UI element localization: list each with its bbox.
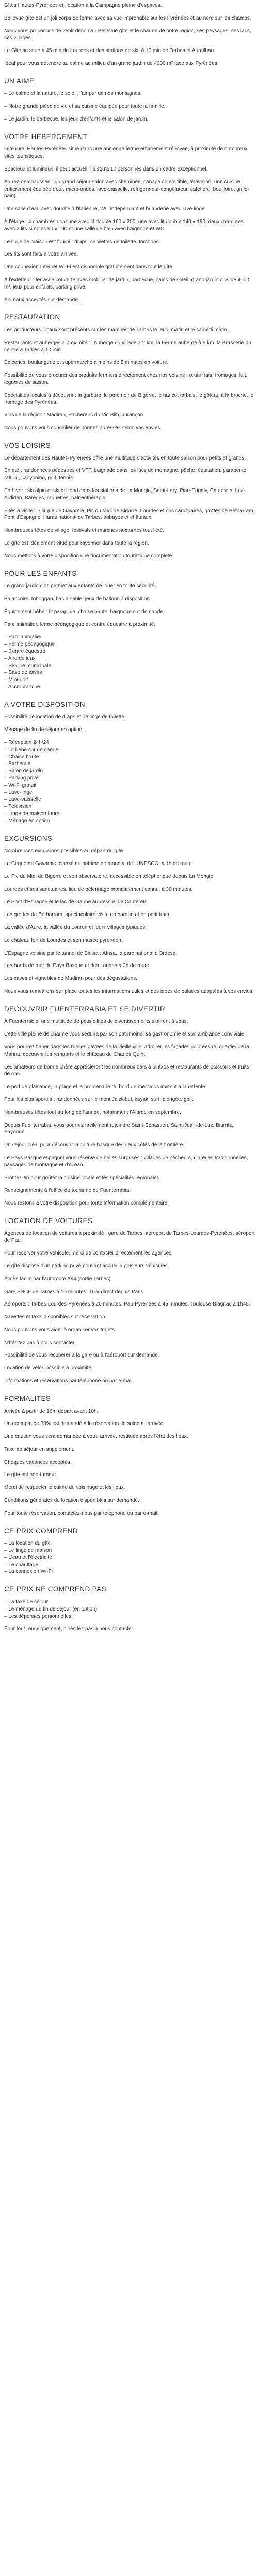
section-paragraph: Spacieux et lumineux, il peut accueillir jusqu'à 10 personnes dans un cadre exceptionnel. — [4, 166, 208, 173]
section-paragraph: Les lits sont faits à votre arrivée. — [4, 251, 78, 258]
section-paragraph: Parc animalier, ferme pédagogique et centre équestre à proximité. — [4, 621, 155, 628]
section-paragraph: Pour réserver votre véhicule, merci de contacter directement les agences. — [4, 1250, 173, 1257]
section-paragraph: – Notre grande pièce de vie et sa cuisine équipée pour toute la famille. — [4, 104, 166, 110]
list-item: – Wi-Fi gratuit — [4, 782, 255, 789]
list-item: – Le chauffage — [4, 1562, 255, 1569]
section-paragraph: Une connexion Internet Wi-Fi est disponible gratuitement dans tout le gîte. — [4, 264, 174, 270]
section-paragraph: Une caution vous sera demandée à votre arrivée, restituée après l'état des lieux. — [4, 1434, 188, 1440]
intro-paragraph: Nous vous proposons de venir découvrir Bellevue gîte et le charme de notre région, ses paysages, ses lacs, ses villages. — [4, 28, 251, 41]
section-title: UN AIME — [4, 77, 35, 85]
list-item: – Ménage en option — [4, 818, 255, 825]
section-formalites — [4, 1394, 255, 1517]
section-paragraph: Le château fort de Lourdes et son musée pyrénéen. — [4, 937, 123, 943]
section-paragraph: Le grand jardin clos permet aux enfants de jouer en toute sécurité. — [4, 583, 156, 589]
section-paragraph: La vallée d'Aure, la vallée du Louron et leurs villages typiques. — [4, 924, 147, 930]
section-pour-les-enfants — [4, 569, 255, 691]
list-item: – Barbecue — [4, 760, 255, 768]
section-paragraph: Restaurants et auberges à proximité : l'Auberge du village à 2 km, la Ferme auberge à 5 km, la Brasserie du centre à Tarbes à 10 min. — [4, 340, 251, 353]
section-list — [4, 1540, 255, 1575]
intro-paragraph: Bellevue gîte est un joli corps de ferme avec sa vue imprenable sur les Pyrénées et au nord sur les champs. — [4, 15, 251, 21]
section-paragraph: Gare SNCF de Tarbes à 10 minutes, TGV direct depuis Paris. — [4, 1289, 145, 1295]
section-paragraph: Le département des Hautes-Pyrénées offre une multitude d'activités en toute saison pour petits et grands. — [4, 455, 246, 461]
section-paragraph: Épiceries, boulangerie et supermarché à moins de 5 minutes en voiture. — [4, 360, 169, 366]
section-title: EXCURSIONS — [4, 834, 53, 842]
list-item: – Accrobranche — [4, 684, 255, 691]
section-paragraph: Possibilité de vous procurer des produits fermiers directement chez nos voisins : œufs frais, fromages, lait, légumes de saison. — [4, 372, 248, 385]
section-paragraph: Nous restons à votre disposition pour toute information complémentaire. — [4, 1200, 169, 1207]
section-title: RESTAURATION — [4, 313, 60, 321]
closing-paragraph: Pour tout renseignement, n'hésitez pas à nous contacter. — [4, 1626, 135, 1632]
section-paragraph: Nombreuses fêtes de village, festivals et marchés nocturnes tout l'été. — [4, 528, 164, 534]
section-paragraph: – Le calme et la nature, le soleil, l'air pur de nos montagnes. — [4, 91, 142, 97]
section-paragraph: Vous pourrez flâner dans les ruelles pavées de la vieille ville, admirer les façades colorées du quartier de la Marina, découvrir les remparts et le château de Charles Quint. — [4, 1044, 249, 1057]
section-paragraph: Nous vous remettrons sur place toutes les informations utiles et des idées de balades adaptées à vos envies. — [4, 988, 254, 994]
section-paragraph: Nous mettons à votre disposition une documentation touristique complète. — [4, 553, 173, 559]
section-paragraph: Nombreuses excursions possibles au départ du gîte. — [4, 848, 124, 854]
list-item: – Base de loisirs — [4, 669, 255, 676]
list-item: – Linge de maison fourni — [4, 810, 255, 818]
list-item: – Parking privé — [4, 775, 255, 782]
section-paragraph: Les amateurs de bonne chère apprécieront les nombreux bars à pintxos et restaurants de poissons et fruits de mer. — [4, 1064, 249, 1077]
list-item: – L'eau et l'électricité — [4, 1554, 255, 1562]
section-title: VOS LOISIRS — [4, 441, 51, 449]
section-paragraph: À l'extérieur : terrasse couverte avec mobilier de jardin, barbecue, bains de soleil, grand jardin clos de 4000 m², jeux pour enfants, parking privé. — [4, 277, 249, 290]
list-item: – Salon de jardin — [4, 768, 255, 775]
section-paragraph: Le port de plaisance, la plage et la promenade du bord de mer vous invitent à la détente. — [4, 1084, 207, 1090]
section-paragraph: Au rez-de-chaussée : un grand séjour-salon avec cheminée, canapé convertible, télévision, une cuisine entièrement équipée (four, micro-ondes, lave-vaisselle, réfrigérateur-congélateur, cafetière, bouilloire, grille-pain). — [4, 179, 249, 199]
section-paragraph: Un acompte de 30% est demandé à la réservation, le solde à l'arrivée. — [4, 1421, 165, 1427]
section-paragraph: L'Espagne voisine par le tunnel de Bielsa : Aínsa, le parc national d'Ordesa. — [4, 950, 178, 956]
section-paragraph: Depuis Fuenterrabia, vous pourrez facilement rejoindre Saint-Sébastien, Saint-Jean-de-Luz, Biarritz, Bayonne. — [4, 1122, 234, 1136]
section-paragraph: Aéroports : Tarbes-Lourdes-Pyrénées à 20 minutes, Pau-Pyrénées à 45 minutes, Toulouse-Blagnac à 1h45. — [4, 1301, 250, 1308]
intro-paragraph: Idéal pour vous détendre au calme au milieu d'un grand jardin de 4000 m² face aux Pyrénées. — [4, 60, 219, 66]
section-paragraph: Balançoire, toboggan, bac à sable, jeux de ballons à disposition. — [4, 596, 151, 602]
list-item: – Centre équestre — [4, 648, 255, 655]
section-paragraph: Le Pont d'Espagne et le lac de Gaube au-dessus de Cauterets. — [4, 899, 149, 905]
list-item: – Aire de jeux — [4, 655, 255, 663]
section-title: A VOTRE DISPOSITION — [4, 700, 85, 708]
list-item: – La location du gîte — [4, 1540, 255, 1547]
section-title: VOTRE HÉBERGEMENT — [4, 132, 88, 141]
section-title: CE PRIX NE COMPREND PAS — [4, 1585, 106, 1594]
section-paragraph: – Le jardin, le barbecue, les jeux d'enfants et le salon de jardin. — [4, 116, 149, 122]
section-title: LOCATION DE VOITURES — [4, 1216, 93, 1225]
list-item: – Lave-linge — [4, 789, 255, 796]
section-decouvrir — [4, 1005, 255, 1207]
section-title: CE PRIX COMPREND — [4, 1527, 78, 1535]
section-list — [4, 634, 255, 690]
list-item: – Le ménage de fin de séjour (en option) — [4, 1606, 255, 1613]
list-item: – Parc animalier — [4, 634, 255, 641]
section-location — [4, 1216, 255, 1385]
section-paragraph: Ménage de fin de séjour en option. — [4, 727, 84, 733]
section-paragraph: Le linge de maison est fourni : draps, serviettes de toilette, torchons. — [4, 239, 160, 245]
section-list — [4, 739, 255, 825]
section-paragraph: Pour les plus sportifs : randonnées sur le mont Jaizkibel, kayak, surf, plongée, golf. — [4, 1096, 194, 1103]
section-paragraph: En été : randonnées pédestres et VTT, baignade dans les lacs de montagne, pêche, équitation, parapente, rafting, canyoning, golf, tennis. — [4, 468, 248, 481]
section-paragraph: Navettes et taxis disponibles sur réservation. — [4, 1314, 107, 1320]
section-paragraph: Le gîte est non-fumeur. — [4, 1472, 57, 1478]
section-paragraph: Gîte rural Hautes-Pyrénées situé dans une ancienne ferme entièrement rénovée, à proximité de nombreux sites touristiques. — [4, 146, 248, 160]
list-item: – Lave-vaisselle — [4, 796, 255, 803]
list-item: – Le linge de maison — [4, 1547, 255, 1554]
section-paragraph: Possibilité de vous récupérer à la gare ou à l'aéroport sur demande. — [4, 1352, 159, 1359]
section-title: FORMALITÉS — [4, 1394, 51, 1402]
section-paragraph: Un séjour idéal pour découvrir la culture basque des deux côtés de la frontière. — [4, 1142, 185, 1148]
section-paragraph: Les grottes de Bétharram, spectaculaire visite en barque et en petit train. — [4, 912, 171, 918]
section-paragraph: Le Pic du Midi de Bigorre et son observatoire, accessible en téléphérique depuis La Mongie. — [4, 873, 215, 879]
list-item: – La connexion Wi-Fi — [4, 1568, 255, 1575]
section-paragraph: Arrivée à partir de 16h, départ avant 10h. — [4, 1408, 99, 1414]
list-item: – Lit bébé sur demande — [4, 747, 255, 754]
list-item: – Piscine municipale — [4, 663, 255, 670]
list-item: – La taxe de séjour — [4, 1599, 255, 1606]
section-paragraph: Cette ville pleine de charme vous séduira par son patrimoine, sa gastronomie et son ambiance conviviale. — [4, 1031, 246, 1038]
section-paragraph: Location de vélos possible à proximité. — [4, 1365, 93, 1371]
list-item: – Chaise haute — [4, 754, 255, 761]
section-paragraph: N'hésitez pas à nous contacter. — [4, 1340, 76, 1346]
intro-paragraph: Gîtes Hautes-Pyrénées en location à la Campagne pleine d'espaces. — [4, 3, 162, 8]
section-paragraph: Merci de respecter le calme du voisinage et les lieux. — [4, 1485, 125, 1491]
section-paragraph: Le Pays Basque espagnol vous réserve de belles surprises : villages de pêcheurs, cidreries traditionnelles, paysages de montagne et d'océan. — [4, 1155, 248, 1168]
section-excursions — [4, 834, 255, 995]
intro-paragraph: Le Gîte se situe à 45 min de Lourdes et des stations de ski, à 10 min de Tarbes et Aureilhan. — [4, 48, 215, 54]
section-paragraph: Conditions générales de location disponibles sur demande. — [4, 1498, 139, 1504]
section-paragraph: Nombreuses fêtes tout au long de l'année, notamment l'Alarde en septembre. — [4, 1109, 181, 1115]
section-paragraph: Agences de location de voitures à proximité : gare de Tarbes, aéroport de Tarbes-Lourdes-Pyrénées, aéroport de Pau. — [4, 1230, 255, 1244]
section-restauration — [4, 313, 255, 432]
list-item: – Mini-golf — [4, 676, 255, 684]
section-paragraph: Profitez-en pour goûter la cuisine locale et les spécialités régionales. — [4, 1175, 161, 1181]
list-item: – Réception 24h/24 — [4, 739, 255, 747]
section-paragraph: Lourdes et ses sanctuaires, lieu de pèlerinage mondialement connu, à 30 minutes. — [4, 886, 193, 892]
section-paragraph: Spécialités locales à découvrir : la garbure, le porc noir de Bigorre, le haricot tarbais, le gâteau à la broche, le fromage des Pyrénées. — [4, 392, 254, 405]
section-ce-prix-ne-comprend-pas — [4, 1585, 255, 1633]
section-paragraph: Une salle d'eau avec douche à l'italienne, WC indépendant et buanderie avec lave-linge. — [4, 206, 206, 212]
section-paragraph: Possibilité de location de draps et de linge de toilette. — [4, 714, 126, 720]
section-paragraph: Animaux acceptés sur demande. — [4, 297, 79, 303]
section-paragraph: Nous pouvons vous aider à organiser vos trajets. — [4, 1327, 116, 1333]
section-paragraph: À Fuenterrabia, une multitude de possibilités de divertissements s'offrent à vous. — [4, 1019, 188, 1025]
section-vos-loisirs — [4, 441, 255, 560]
section-paragraph: Renseignements à l'office du tourisme de Fuenterrabia. — [4, 1188, 131, 1194]
section-a-votre-disposition — [4, 700, 255, 825]
section-paragraph: En hiver : ski alpin et ski de fond dans les stations de La Mongie, Saint-Lary, Piau-Engaly, Cauterets, Luz-Ardiden, Barèges, raquettes, balnéothérapie. — [4, 487, 246, 501]
section-title: POUR LES ENFANTS — [4, 569, 77, 578]
section-paragraph: Le gîte est idéalement situé pour rayonner dans toute la région. — [4, 540, 149, 546]
section-votre-hebergement — [4, 132, 255, 304]
section-paragraph: Nous pouvons vous conseiller de bonnes adresses selon vos envies. — [4, 425, 162, 431]
section-paragraph: Pour toute réservation, contactez-nous par téléphone ou par e-mail. — [4, 1510, 159, 1516]
section-paragraph: Le gîte dispose d'un parking privé pouvant accueillir plusieurs véhicules. — [4, 1263, 169, 1269]
section-paragraph: Les producteurs locaux sont présents sur les marchés de Tarbes le jeudi matin et le samedi matin. — [4, 327, 229, 333]
section-paragraph: Vins de la région : Madiran, Pacherenc du Vic-Bilh, Jurançon. — [4, 412, 145, 418]
section-list — [4, 1599, 255, 1620]
section-ce-prix-comprend — [4, 1527, 255, 1576]
section-paragraph: À l'étage : 4 chambres dont une avec lit double 160 x 200, une avec lit double 140 x 190, deux chambres avec 2 lits simples 90 x 190 et une salle de bain avec baignoire et WC. — [4, 219, 244, 232]
list-item: – Télévision — [4, 803, 255, 810]
section-paragraph: Équipement bébé : lit parapluie, chaise haute, baignoire sur demande. — [4, 608, 165, 615]
section-paragraph: Informations et réservations par téléphone ou par e-mail. — [4, 1378, 134, 1384]
section-paragraph: Accès facile par l'autoroute A64 (sortie Tarbes). — [4, 1276, 112, 1282]
section-a-propos — [4, 77, 255, 123]
section-paragraph: Chèques vacances acceptés. — [4, 1459, 72, 1465]
list-item: – Les dépenses personnelles — [4, 1613, 255, 1620]
list-item: – Ferme pédagogique — [4, 641, 255, 648]
section-paragraph: Les bords de mer du Pays Basque et des Landes à 2h de route. — [4, 963, 151, 969]
section-title: DECOUVRIR FUENTERRABIA ET SE DIVERTIR — [4, 1005, 166, 1013]
section-paragraph: Sites à visiter : Cirque de Gavarnie, Pic du Midi de Bigorre, Lourdes et ses sanctuaires, grottes de Bétharram, Pont d'Espagne, Haras national de Tarbes, abbayes et châteaux. — [4, 507, 255, 521]
section-paragraph: Les caves et vignobles de Madiran pour des dégustations. — [4, 976, 137, 982]
section-paragraph: Le Cirque de Gavarnie, classé au patrimoine mondial de l'UNESCO, à 1h de route. — [4, 860, 194, 867]
section-paragraph: Taxe de séjour en supplément. — [4, 1446, 75, 1452]
